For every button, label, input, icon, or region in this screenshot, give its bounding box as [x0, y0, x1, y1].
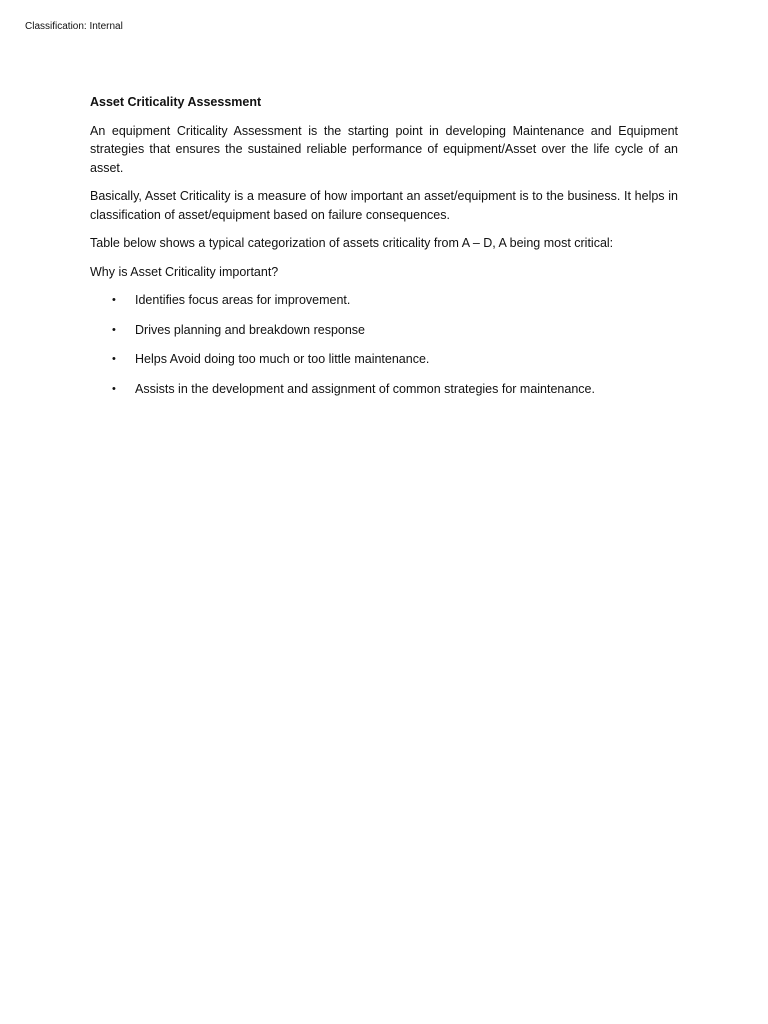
document-body [90, 93, 678, 409]
paragraph-intro: An equipment Criticality Assessment is the starting point in developing Maintenance and Equipment strategies that ensures the sustained reliable performance of equipment/Asset over the life cycle of an asset. [90, 123, 678, 175]
bullet-icon: • [112, 323, 116, 336]
classification-label: Classification: Internal [25, 21, 123, 32]
bullet-icon: • [112, 382, 116, 395]
list-item [90, 380, 678, 399]
list-item [90, 291, 678, 310]
list-item [90, 350, 678, 369]
paragraph-question: Why is Asset Criticality important? [90, 264, 279, 279]
bullet-icon: • [112, 294, 116, 306]
bullet-icon: • [112, 353, 116, 365]
list-item-text: Helps Avoid doing too much or too little maintenance. [135, 352, 430, 366]
list-item [90, 321, 678, 340]
list-item-text: Identifies focus areas for improvement. [135, 293, 351, 307]
list-item-text: Assists in the development and assignment of common strategies for maintenance. [135, 381, 595, 396]
paragraph-definition: Basically, Asset Criticality is a measure of how important an asset/equipment is to the business. It helps in classification of asset/equipment based on failure consequences. [90, 189, 678, 222]
paragraph-table-note: Table below shows a typical categorization of assets criticality from A – D, A being most critical: [90, 236, 614, 250]
list-item-text: Drives planning and breakdown response [135, 322, 366, 337]
document-heading: Asset Criticality Assessment [90, 95, 262, 109]
importance-list [90, 291, 678, 398]
